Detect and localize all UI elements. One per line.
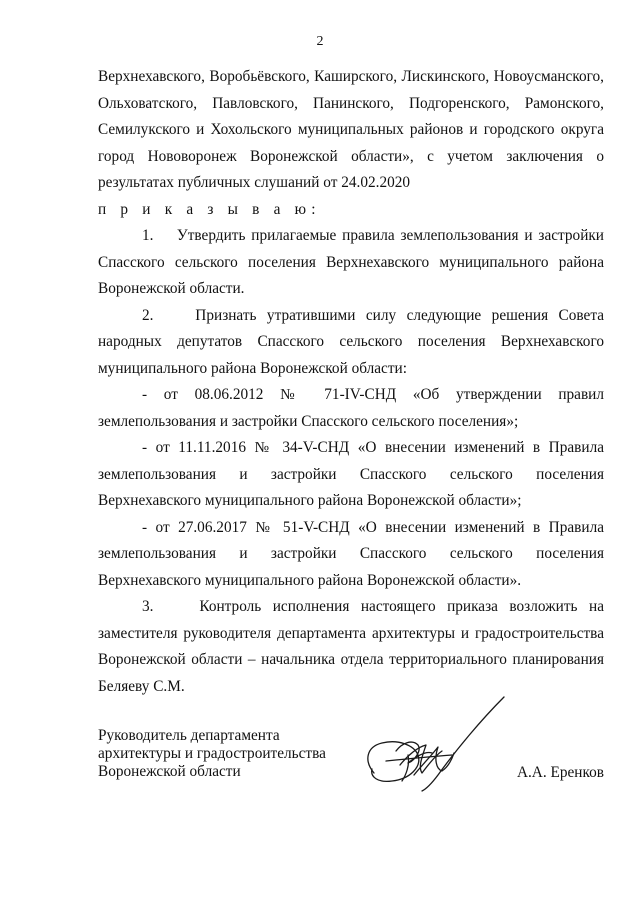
signature-block [98,727,604,817]
handwritten-signature [356,695,516,795]
signer-position-line: Воронежской области [98,763,241,780]
item-2: 2. Признать утратившими силу следующие решения Совета народных депутатов Спасского сельского поселения Верхнехавского муниципального района Воронежской области: [98,306,604,377]
item-3: 3. Контроль исполнения настоящего приказа возложить на заместителя руководителя департамента архитектуры и градостроительства Воронежской области – начальника отдела территориального планирования Беляеву С.М. [98,598,604,695]
signer-position-line: архитектуры и градостроительства [98,745,326,762]
page-number: 2 [316,34,324,49]
item-1: 1. Утвердить прилагаемые правила землепользования и застройки Спасского сельского поселения Верхнехавского муниципального района Воронежской области. [98,227,604,297]
item-2-sub-1: - от 08.06.2012 № 71-IV-СНД «Об утверждении правил землепользования и застройки Спасского сельского поселения»; [98,386,604,430]
signer-name: А.А. Еренков [516,764,604,781]
signer-position [98,727,326,781]
item-2-sub-2: - от 11.11.2016 № 34-V-СНД «О внесении изменений в Правила землепользования и застройки Спасского сельского поселения Верхнехавского муниципального района Воронежской области»; [98,439,604,509]
signer-position-line: Руководитель департамента [98,727,280,744]
order-word: п р и к а з ы в а ю: [98,200,321,218]
intro-paragraph: Верхнехавского, Воробьёвского, Каширского, Лискинского, Новоусманского, Ольховатского, Павловского, Панинского, Подгоренского, Рамонского, Семилукского и Хохольского муниципальных районов и городского округа город Нововоронеж Воронежской области», с учетом заключения о результатах публичных слушаний от 24.02.2020 [98,68,604,191]
item-2-sub-3: - от 27.06.2017 № 51-V-СНД «О внесении изменений в Правила землепользования и застройки Спасского сельского поселения Верхнехавского муниципального района Воронежской области». [98,518,604,589]
document-body [98,64,604,700]
